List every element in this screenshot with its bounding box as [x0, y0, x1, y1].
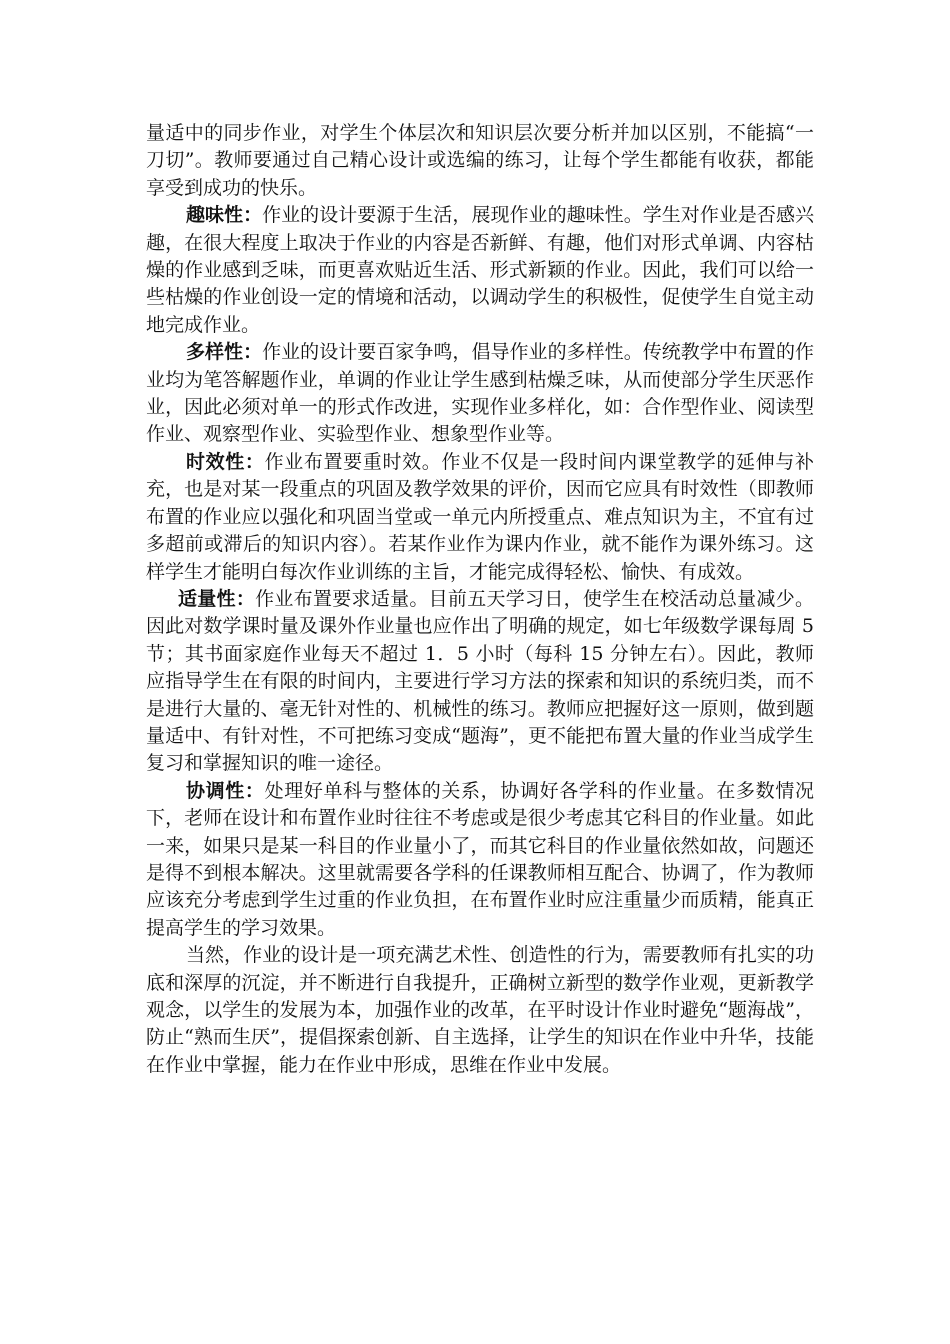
paragraph-text: 作业的设计要源于生活，展现作业的趣味性。学生对作业是否感兴趣，在很大程度上取决于作业的内容是否新鲜、有趣，他们对形式单调、内容枯燥的作业感到乏味，而更喜欢贴近生活、形式新颖的作业。因此，我们可以给一些枯燥的作业创设一定的情境和活动，以调动学生的积极性，促使学生自觉主动地完成作业。 — [146, 204, 814, 336]
paragraph-term: 时效性： — [186, 450, 265, 473]
paragraph-timeliness — [146, 449, 814, 586]
paragraph-coordination — [146, 778, 814, 942]
paragraph-term: 多样性： — [186, 341, 263, 364]
document-body — [146, 120, 814, 1079]
paragraph-text: 量适中的同步作业，对学生个体层次和知识层次要分析并加以区别，不能搞“一刀切”。教师要通过自己精心设计或选编的练习，让每个学生都能有收获，都能享受到成功的快乐。 — [146, 122, 814, 199]
paragraph-diversity — [146, 339, 814, 449]
paragraph-intro — [146, 120, 814, 202]
paragraph-term: 适量性： — [178, 587, 256, 610]
paragraph-moderation — [146, 586, 814, 778]
paragraph-term: 趣味性： — [186, 204, 263, 227]
paragraph-text: 作业布置要重时效。作业不仅是一段时间内课堂教学的延伸与补充，也是对某一段重点的巩固及教学效果的评价，因而它应具有时效性（即教师布置的作业应以强化和巩固当堂或一单元内所授重点、难点知识为主，不宜有过多超前或滞后的知识内容）。若某作业作为课内作业，就不能作为课外练习。这样学生才能明白每次作业训练的主旨，才能完成得轻松、愉快、有成效。 — [146, 450, 814, 583]
paragraph-term: 协调性： — [186, 779, 265, 802]
paragraph-text: 作业布置要求适量。目前五天学习日，使学生在校活动总量减少。因此对数学课时量及课外作业量也应作出了明确的规定，如七年级数学课每周 5 节；其书面家庭作业每天不超过 1．5 小时（每科 15 分钟左右）。因此，教师应指导学生在有限的时间内，主要进行学习方法的探索和知识的系统归类，而不是进行大量的、毫无针对性的、机械性的练习。教师应把握好这一原则，做到题量适中、有针对性，不可把练习变成“题海”，更不能把布置大量的作业当成学生复习和掌握知识的唯一途径。 — [146, 587, 814, 775]
paragraph-text: 当然，作业的设计是一项充满艺术性、创造性的行为，需要教师有扎实的功底和深厚的沉淀，并不断进行自我提升，正确树立新型的数学作业观，更新教学观念，以学生的发展为本，加强作业的改革，在平时设计作业时避免“题海战”，防止“熟而生厌”，提倡探索创新、自主选择，让学生的知识在作业中升华，技能在作业中掌握，能力在作业中形成，思维在作业中发展。 — [146, 944, 814, 1076]
paragraph-text: 处理好单科与整体的关系，协调好各学科的作业量。在多数情况下，老师在设计和布置作业时往往不考虑或是很少考虑其它科目的作业量。如此一来，如果只是某一科目的作业量小了，而其它科目的作业量依然如故，问题还是得不到根本解决。这里就需要各学科的任课教师相互配合、协调了，作为教师应该充分考虑到学生过重的作业负担，在布置作业时应注重量少而质精，能真正提高学生的学习效果。 — [146, 779, 814, 939]
paragraph-conclusion — [146, 942, 814, 1079]
paragraph-interest — [146, 202, 814, 339]
paragraph-text: 作业的设计要百家争鸣，倡导作业的多样性。传统教学中布置的作业均为笔答解题作业，单调的作业让学生感到枯燥乏味，从而使部分学生厌恶作业，因此必须对单一的形式作改进，实现作业多样化，如：合作型作业、阅读型作业、观察型作业、实验型作业、想象型作业等。 — [146, 341, 814, 446]
